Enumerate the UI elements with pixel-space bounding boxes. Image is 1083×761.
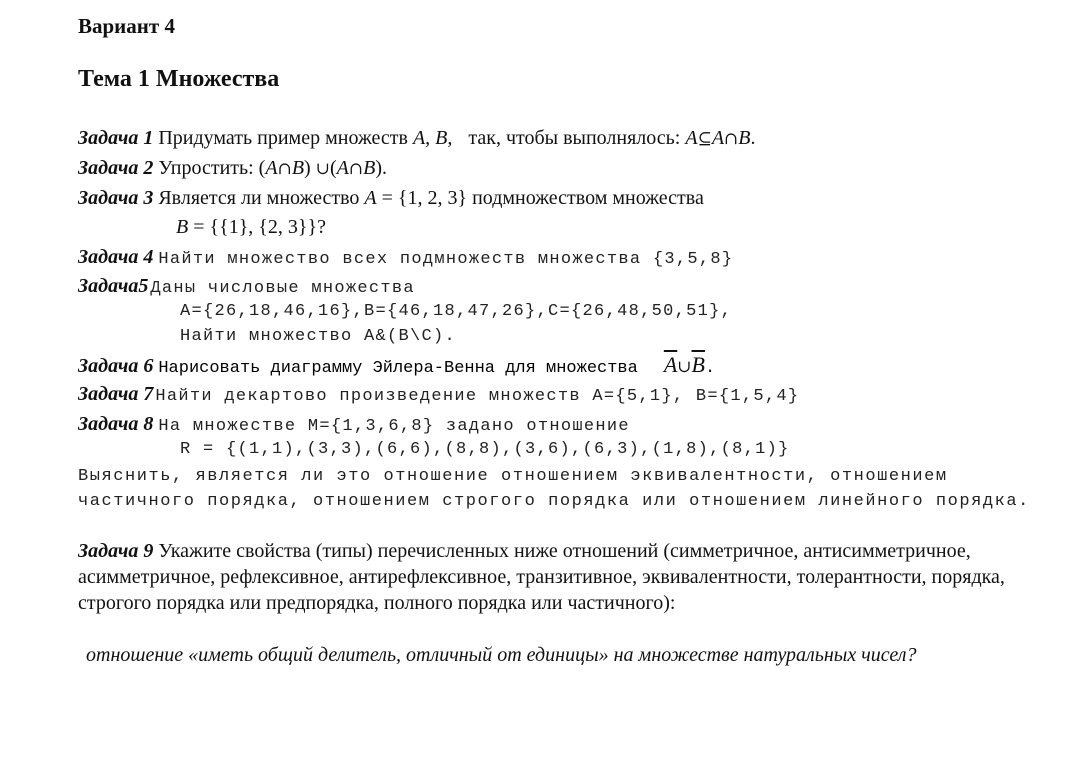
task-2-open: ( [329,157,337,179]
task-3 [78,187,704,210]
task-7 [78,383,799,406]
task-6-label: Задача 6 [78,355,154,377]
task-2 [78,157,387,180]
task-2-var-a2: A [336,157,349,179]
task-3-var-a: A [364,187,377,209]
task-1-condition: так, чтобы выполнялось: [468,127,686,149]
task-5-label: Задача5 [78,275,149,297]
task-6 [78,352,715,378]
task-7-text: Найти декартово произведение множеств A={5,1}, B={1,5,4} [155,387,800,406]
task-9 [78,538,1038,616]
task-1-vars: A, B, [412,127,453,149]
task-2-text: Упростить: ( [153,157,266,179]
task-7-label: Задача 7 [78,383,154,405]
task-5 [78,275,415,298]
task-2-var-a: A [265,157,278,179]
task-5-sets: A={26,18,46,16},B={46,18,47,26},C={26,48,50,51}, [180,302,733,321]
task-2-var-b: B [291,157,305,179]
variant-heading: Вариант 4 [78,14,175,38]
task-6-end: . [704,359,716,378]
task-2-label: Задача 2 [78,157,154,179]
task-2-end: ). [375,157,387,179]
task-8-text: На множестве M={1,3,6,8} задано отношение [158,417,630,436]
task-1-text: Придумать пример множеств [153,127,413,149]
task-8 [78,413,630,436]
task-2-mid: ) [304,157,316,179]
task-5-question: Найти множество A&(B\C). [180,327,457,346]
union-icon: ∪ [315,159,330,179]
task-1-label: Задача 1 [78,127,154,149]
task-9-example: отношение «иметь общий делитель, отличный от единицы» на множестве натуральных чисел? [86,644,917,666]
task-4-label: Задача 4 [78,246,154,268]
union-icon: ∪ [677,357,692,377]
task-2-var-b2: B [363,157,376,179]
subseteq-icon: ⊆ [697,129,712,149]
task-3-var-b: B [176,216,189,238]
task-8-label: Задача 8 [78,413,154,435]
intersection-icon: ∩ [277,159,292,179]
task-3-text2: = {1, 2, 3} подмножеством множества [376,187,704,209]
task-6-text: Нарисовать диаграмму Эйлера-Венна для множества [158,359,638,378]
intersection-icon: ∩ [724,129,739,149]
task-8-question: Выяснить, является ли это отношение отношением эквивалентности, отношением частичного порядка, отношением строгого порядка или отношением линейного порядка. [78,467,1030,511]
task-1-var-a: A [685,127,698,149]
task-3-set-b: = {{1}, {2, 3}}? [188,216,326,238]
task-1-var-a2: A [711,127,725,149]
task-9-label: Задача 9 [78,540,154,562]
task-1-var-b: B [738,127,751,149]
task-3-text: Является ли множество [153,187,365,209]
task-4-text: Найти множество всех подмножеств множества {3,5,8} [158,250,734,269]
topic-heading: Тема 1 Множества [78,66,280,92]
task-6-complement-a: $\overline{A}$ [663,352,678,377]
task-5-text: Даны числовые множества [150,279,415,298]
task-1-end: . [750,127,756,149]
task-4 [78,246,733,269]
task-6-complement-b: $\overline{B}$ [691,352,705,377]
task-8-relation: R = {(1,1),(3,3),(6,6),(8,8),(3,6),(6,3),(1,8),(8,1)} [180,440,790,459]
intersection-icon: ∩ [348,159,364,179]
task-1 [78,127,756,150]
task-3-line2 [176,216,326,239]
task-3-label: Задача 3 [78,187,154,209]
task-9-text: Укажите свойства (типы) перечисленных ниже отношений (симметричное, антисимметричное, асимметричное, рефлексивное, антирефлексивное, транзитивное, эквивалентности, толерантности, порядка, строгого порядка или предпорядка, полного порядка или частичного): [78,540,1005,614]
